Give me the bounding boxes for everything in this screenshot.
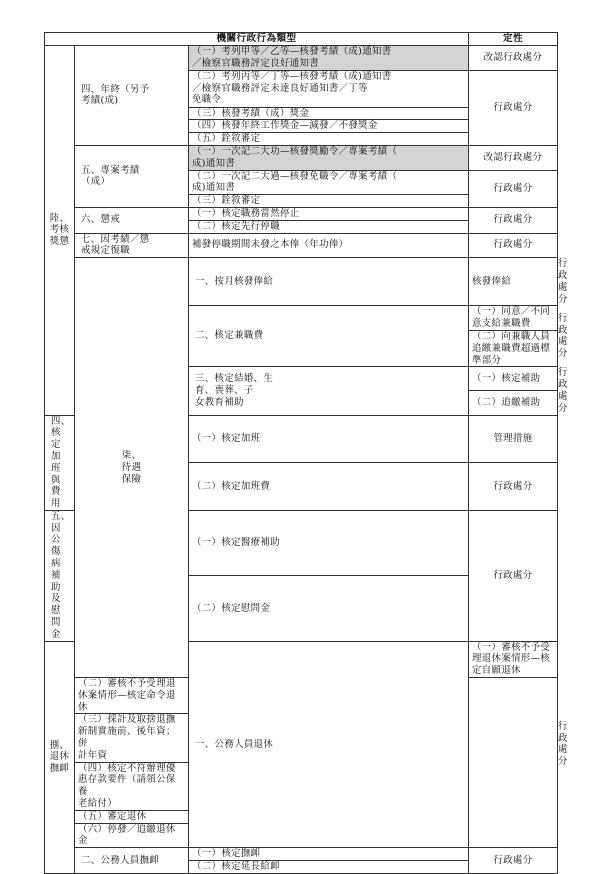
header-row — [45, 33, 558, 46]
table-row: 二、核定兼職費 （一）同意／不同意支給兼職費 行政處分 — [45, 306, 558, 331]
nature-cell: 行政處分 — [469, 170, 558, 207]
table-row — [45, 145, 558, 170]
nature-cell: 行政處分 — [469, 70, 558, 145]
administrative-action-table — [44, 32, 568, 874]
item-text: （三）採計及取捨退撫新制實施前、後年資；併 計年資 — [75, 714, 189, 762]
item-text: （二）追繳補助 — [469, 391, 558, 415]
item-text: （一）審核不予受理退休案情形—核定自願退休 — [469, 641, 558, 677]
item-text: （二）考列丙等／丁等—核發考績（成)通知書 ／檢察官職務評定未達良好通知書／丁等 免職令 — [189, 70, 469, 107]
header-action-type: 機關行政行為類型 — [45, 33, 469, 46]
section-label: 陸、 考核 獎懲 — [45, 46, 75, 416]
item-text: （二）向兼職人員追繳兼職費超過標準部分 — [469, 330, 558, 366]
group-label: 五、因公傷病補助 及慰問金 — [45, 510, 75, 641]
nature-cell: 改認行政處分 — [469, 145, 558, 170]
table-row: 柒、 待遇 保險 一、按月核發俸給 核發俸給 行政處分 — [45, 258, 558, 306]
group-label: 四、核定加班與費 用 — [45, 415, 75, 510]
group-label: 三、核定結婚、生 育、喪葬、子 女教育補助 — [189, 367, 469, 415]
group-label: 二、核定兼職費 — [189, 306, 469, 367]
item-text: （六）停發／追繳退休金 — [75, 823, 189, 848]
table-row — [45, 848, 558, 861]
nature-cell: 行政處分 — [469, 207, 558, 233]
nature-cell: 改認行政處分 — [469, 46, 558, 71]
header-nature: 定性 — [469, 33, 558, 46]
item-text: （一）核定補助 — [469, 367, 558, 391]
item-text: （二）審核不予受理退休案情形—核定命令退休 — [75, 678, 189, 714]
item-text: （一）同意／不同意支給兼職費 — [469, 306, 558, 331]
group-label: 一、公務人員退休 — [189, 641, 469, 848]
item-text: （一）核定加班 — [189, 415, 469, 463]
item-text: （一）核定醫療補助 — [189, 510, 469, 575]
item-text: （五）審定退休 — [75, 810, 189, 823]
item-text: （二）一次記二大過—核發免職令／專案考績（ 成)通知書 — [189, 170, 469, 195]
item-text: （五）銓敘審定 — [189, 133, 469, 146]
item-text: （三）銓敘審定 — [189, 195, 469, 208]
item-text: （一）核定職務當然停止 — [189, 207, 469, 220]
nature-cell: 行政處分 — [469, 463, 558, 511]
nature-cell: 行政處分 — [469, 233, 558, 258]
item-text: （二）核定加班費 — [189, 463, 469, 511]
section-label: 捌、 退休 撫卹 — [45, 641, 75, 873]
group-label: 四、年終（另予 考績(成) — [75, 46, 189, 146]
item-text: （二）核定慰問金 — [189, 576, 469, 641]
group-label: 六、懲戒 — [75, 207, 189, 233]
section-label: 柒、 待遇 保險 — [75, 258, 189, 678]
item-text: 補發停職期間未發之本俸（年功俸） — [189, 233, 469, 258]
item-text: （二）核定先行停職 — [189, 220, 469, 233]
table-row — [45, 207, 558, 220]
nature-cell: 行政處分 — [469, 510, 558, 641]
group-label: 七、因考績／懲 戒規定復職 — [75, 233, 189, 258]
item-text: （四）核定不符辦理優惠存款要件（請領公保養 老給付） — [75, 762, 189, 810]
table-row: 捌、 退休 撫卹 一、公務人員退休 （一）審核不予受理退休案情形—核定自願退休 行政處分 — [45, 641, 558, 677]
group-label: 二、公務人員撫卹 — [75, 848, 189, 874]
item-text: （二）核定延長給卹 — [189, 861, 469, 874]
table-row — [45, 46, 558, 71]
item-text: （一）考列甲等／乙等—核發考績（成)通知書 ／檢察官職務評定良好通知書 — [189, 46, 469, 71]
item-text: 核發俸給 — [469, 258, 558, 306]
item-text: （三）核發考績（成）獎金 — [189, 107, 469, 120]
nature-cell: 行政處分 — [469, 848, 558, 874]
group-label: 一、按月核發俸給 — [189, 258, 469, 306]
item-text: （一）一次記二大功—核發獎勵令／專案考績（ 成)通知書 — [189, 145, 469, 170]
item-text: （一）核定撫卹 — [189, 848, 469, 861]
item-text: （四）核發年終工作獎金—減發／不發獎金 — [189, 120, 469, 133]
nature-cell: 管理措施 — [469, 415, 558, 463]
table-row: 三、核定結婚、生 育、喪葬、子 女教育補助 （一）核定補助 行政處分 — [45, 367, 558, 391]
group-label: 五、專案考績 （成） — [75, 145, 189, 207]
table-row — [45, 233, 558, 258]
